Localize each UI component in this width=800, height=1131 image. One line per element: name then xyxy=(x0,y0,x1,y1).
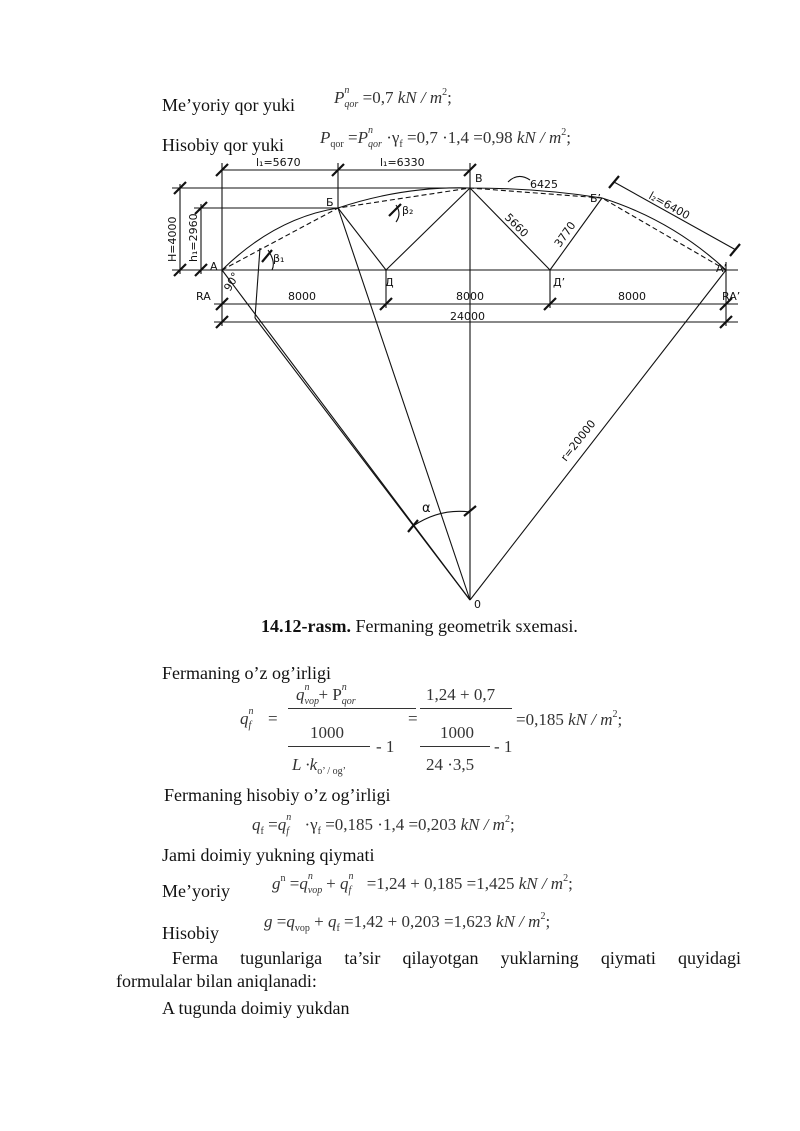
dead-total-label: Jami doimiy yukning qiymati xyxy=(162,845,375,865)
node-O: 0 xyxy=(474,598,481,611)
tick xyxy=(730,244,740,256)
paragraph-line-1: Ferma tugunlariga ta’sir qilayotgan yuklarning qiymati quyidagi xyxy=(172,948,741,968)
self-weight-calc-formula: $q_f =q$ n f $\cdot\gamma_f =0,185 \cdot 1,4 =0,203$ kN / $m^2$; xyxy=(252,812,515,837)
label-beta2: β₂ xyxy=(402,204,414,217)
label-span-3: 8000 xyxy=(618,290,646,303)
caption-label: 14.12-rasm. xyxy=(261,616,351,636)
paragraph-line-2: formulalar bilan aniqlanadi: xyxy=(116,971,317,991)
web-member xyxy=(338,208,386,270)
label-l2: l₂=6400 xyxy=(646,189,692,223)
label-span-2: 8000 xyxy=(456,290,484,303)
label-l1-right: l₁=6330 xyxy=(380,156,425,169)
web-member xyxy=(386,188,470,270)
arc-symbol xyxy=(508,176,530,182)
tick xyxy=(262,250,272,262)
label-alpha: α xyxy=(422,501,431,516)
radial-line xyxy=(338,208,470,600)
label-H: H=4000 xyxy=(166,216,179,262)
tick xyxy=(609,176,619,188)
caption-text: Fermaning geometrik sxemasi. xyxy=(350,616,578,636)
node-B-cyr: Б xyxy=(326,196,334,209)
radial-line-r xyxy=(470,270,726,600)
self-weight-calc-label: Fermaning hisobiy o’z og’irligi xyxy=(164,785,391,805)
label-RA: RA xyxy=(196,290,211,303)
label-right-angle: 90° xyxy=(221,270,243,294)
label-l1-left: l₁=5670 xyxy=(256,156,301,169)
dead-norm-formula: $g^n =q$ n vop + q n f =1,24 + 0,185 =1,425 kN / $m^2$; xyxy=(272,871,573,896)
label-total-span: 24000 xyxy=(450,310,485,323)
self-weight-label: Fermaning o’z og’irligi xyxy=(162,663,331,683)
web-member xyxy=(470,188,550,270)
node-A: A xyxy=(210,260,218,273)
self-weight-formula: q n f = q n vop + P n qor 1000 - 1 $L \cdot k_{o’ / og’}$ = 1,24 + 0,7 1000 - 1 24 ·3,5 =0,185 kN / $m^2$; xyxy=(240,682,623,777)
radial-line xyxy=(255,318,470,600)
node-B-prime: Б’ xyxy=(590,192,602,205)
dead-calc-formula: $g =q_{vop} + q_f =1,42 + 0,203 =1,623$ kN / $m^2$; xyxy=(264,911,551,934)
label-diag-2: 3770 xyxy=(551,219,579,250)
node-V: B xyxy=(475,172,483,185)
snow-calc-formula: $P_{qor} =P$ n qor $\cdot\gamma_f =0,7 \cdot 1,4 =0,98$ kN / $m^2$; xyxy=(320,125,571,150)
label-diag-1: 5660 xyxy=(501,210,531,240)
node-D-prime: Д’ xyxy=(553,276,566,289)
snow-norm-label: Me’yoriy qor yuki xyxy=(162,95,295,115)
label-h1: h₁=2960 xyxy=(187,213,200,262)
node-a-label: A tugunda doimiy yukdan xyxy=(162,998,350,1018)
calc-label: Hisobiy xyxy=(162,923,220,943)
norm-label: Me’yoriy xyxy=(162,881,230,901)
snow-norm-formula: P n qor =0,7 kN / $m^2$; xyxy=(334,85,452,110)
label-RA-prime: RA’ xyxy=(722,290,741,303)
normal-line xyxy=(255,248,260,318)
label-radius: r=20000 xyxy=(558,417,599,464)
label-beta1: β₁ xyxy=(273,252,285,265)
figure-caption xyxy=(261,616,578,637)
node-D: Д xyxy=(385,276,394,289)
label-span-1: 8000 xyxy=(288,290,316,303)
snow-calc-label: Hisobiy qor yuki xyxy=(162,135,285,155)
node-A-prime: A’ xyxy=(716,262,728,275)
label-arc-length: 6425 xyxy=(530,178,558,191)
